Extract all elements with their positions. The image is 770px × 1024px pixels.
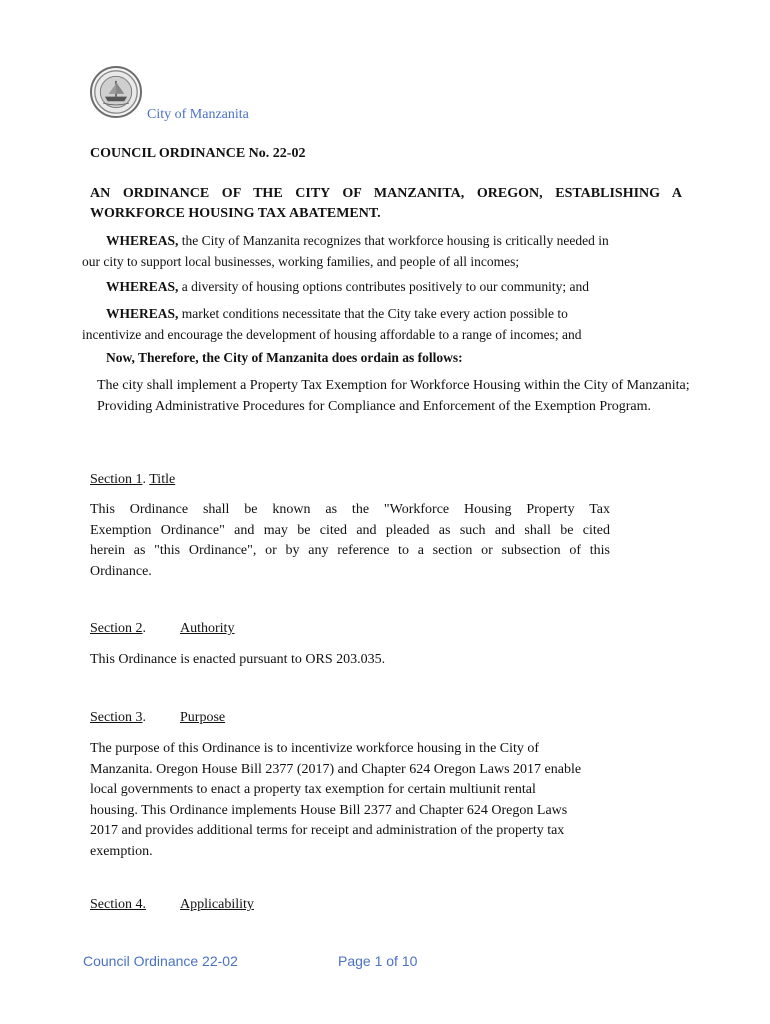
section-1-label: Section 1 bbox=[90, 472, 143, 487]
section-2-heading bbox=[90, 621, 146, 637]
section-1-line: This Ordinance shall be known as the "Workforce Housing Property Tax bbox=[90, 502, 610, 517]
whereas-label: WHEREAS, bbox=[106, 233, 179, 248]
ordinance-number: COUNCIL ORDINANCE No. 22-02 bbox=[90, 146, 306, 161]
section-3-name: Purpose bbox=[180, 710, 226, 725]
whereas-label: WHEREAS, bbox=[106, 279, 179, 294]
section-2-label: Section 2 bbox=[90, 621, 143, 636]
footer-page-number: Page 1 of 10 bbox=[338, 953, 418, 969]
ordinance-title: AN ORDINANCE OF THE CITY OF MANZANITA, OREGON, ESTABLISHING A WORKFORCE HOUSING TAX ABATEMENT. bbox=[90, 186, 682, 221]
section-1-line: herein as "this Ordinance", or by any reference to a section or subsection of this bbox=[90, 543, 610, 558]
whereas-text: the City of Manzanita recognizes that workforce housing is critically needed in bbox=[178, 233, 609, 248]
ship-seal-icon bbox=[92, 68, 140, 116]
section-2-name: Authority bbox=[180, 621, 235, 636]
section-3-line: The purpose of this Ordinance is to incentivize workforce housing in the City of bbox=[90, 741, 540, 756]
section-1-separator: . bbox=[142, 472, 150, 487]
whereas-recital-1 bbox=[82, 230, 682, 272]
city-name: City of Manzanita bbox=[147, 107, 249, 122]
whereas-text: a diversity of housing options contributes positively to our community; and bbox=[178, 279, 589, 294]
whereas-recital-3 bbox=[82, 303, 702, 345]
section-2-dot: . bbox=[142, 621, 146, 636]
section-1-line: Exemption Ordinance" and may be cited and pleaded as such and shall be cited bbox=[90, 522, 610, 538]
section-1-line: Ordinance. bbox=[90, 563, 152, 579]
section-3-line: housing. This Ordinance implements House Bill 2377 and Chapter 624 Oregon Laws bbox=[90, 802, 568, 818]
whereas-text: our city to support local businesses, working families, and people of all incomes; bbox=[82, 254, 520, 269]
section-3-body bbox=[90, 739, 650, 862]
city-seal-logo bbox=[90, 66, 142, 118]
section-4-name: Applicability bbox=[180, 897, 254, 912]
whereas-text: market conditions necessitate that the City take every action possible to bbox=[178, 306, 568, 321]
section-3-line: local governments to enact a property tax exemption for certain multiunit rental bbox=[90, 782, 536, 797]
section-4-label: Section 4. bbox=[90, 897, 146, 912]
section-3-line: Manzanita. Oregon House Bill 2377 (2017) and Chapter 624 Oregon Laws 2017 enable bbox=[90, 761, 582, 777]
footer-ordinance-id: Council Ordinance 22-02 bbox=[83, 953, 238, 969]
section-3-line: exemption. bbox=[90, 843, 153, 859]
section-3-heading bbox=[90, 710, 146, 726]
section-3-line: 2017 and provides additional terms for receipt and administration of the property tax bbox=[90, 823, 565, 838]
section-3-label: Section 3 bbox=[90, 710, 143, 725]
section-1-name: Title bbox=[149, 472, 176, 487]
section-1-heading bbox=[90, 472, 175, 488]
section-2-body: This Ordinance is enacted pursuant to ORS 203.035. bbox=[90, 652, 386, 667]
section-3-dot: . bbox=[142, 710, 146, 725]
now-therefore-clause: Now, Therefore, the City of Manzanita does ordain as follows: bbox=[106, 350, 463, 365]
whereas-recital-2 bbox=[106, 276, 706, 297]
section-1-body bbox=[90, 500, 610, 582]
implementation-statement: The city shall implement a Property Tax Exemption for Workforce Housing within the City of Manzanita; Providing Administrative Procedures for Compliance and Enforcement of the Exemption Program. bbox=[97, 378, 690, 414]
whereas-text: incentivize and encourage the development of housing affordable to a range of incomes; and bbox=[82, 327, 582, 342]
whereas-label: WHEREAS, bbox=[106, 306, 179, 321]
